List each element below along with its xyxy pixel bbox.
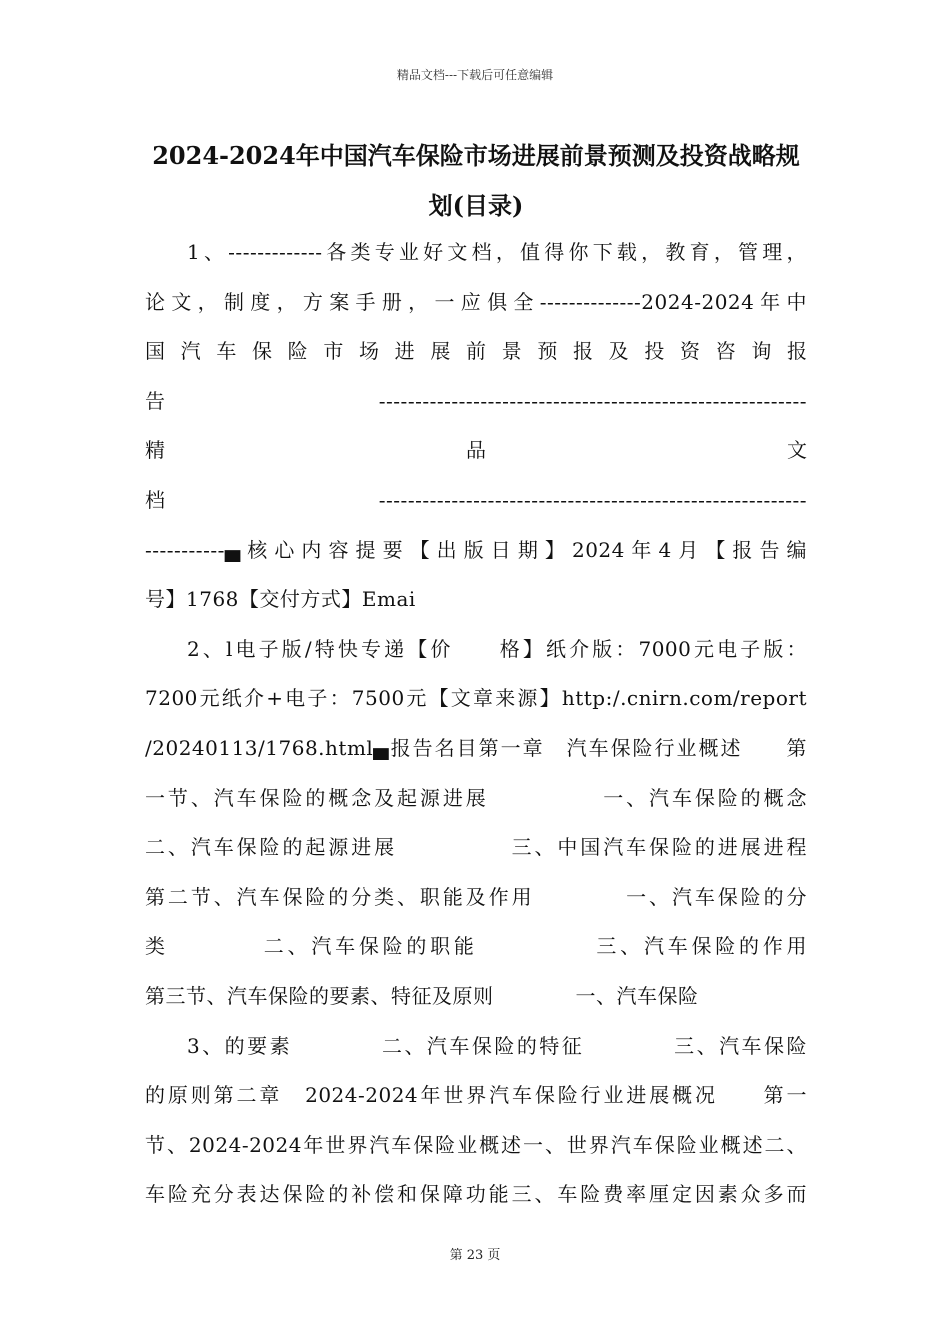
body-line: 二、汽车保险的起源进展 三、中国汽车保险的进展进程	[145, 835, 807, 860]
body-line: 第二节、汽车保险的分类、职能及作用 一、汽车保险的分	[145, 884, 807, 909]
body-line: 第三节、汽车保险的要素、特征及原则 一、汽车保险	[145, 983, 699, 1008]
body-line: 类 二、汽车保险的职能 三、汽车保险的作用	[145, 934, 807, 959]
body-line: 号】1768【交付方式】Emai	[145, 587, 416, 612]
document-body	[145, 228, 807, 1220]
body-line: 节、2024-2024年世界汽车保险业概述一、世界汽车保险业概述二、	[145, 1132, 807, 1157]
body-line: 档-----------------------------------------------------------	[145, 487, 807, 512]
body-line: -----------▄核心内容提要【出版日期】2024年4月【报告编	[145, 537, 807, 562]
body-line: 7200元纸介+电子：7500元【文章来源】http:/.cnirn.com/report	[145, 686, 807, 711]
body-line: 3、的要素 二、汽车保险的特征 三、汽车保险	[187, 1033, 807, 1058]
page-number: 第 23 页	[449, 1248, 501, 1263]
body-line: 精品文	[145, 438, 807, 463]
body-line: 告-----------------------------------------------------------	[145, 388, 807, 413]
title-line-2: 划(目录)	[428, 191, 524, 220]
body-line: 2、l电子版/特快专递【价 格】纸介版：7000元电子版：	[187, 636, 807, 661]
body-line: 论文，制度，方案手册，一应俱全--------------2024-2024年中	[145, 289, 807, 314]
title-line-1: 2024-2024年中国汽车保险市场进展前景预测及投资战略规	[152, 141, 800, 170]
body-line: /20240113/1768.html▄报告名目第一章 汽车保险行业概述 第	[145, 735, 807, 760]
document-title	[142, 131, 810, 231]
body-line: 一节、汽车保险的概念及起源进展 一、汽车保险的概念	[145, 785, 807, 810]
body-line: 国汽车保险市场进展前景预报及投资咨询报	[145, 339, 807, 364]
body-line: 的原则第二章 2024-2024年世界汽车保险行业进展概况 第一	[145, 1083, 807, 1108]
page-header: 精品文档---下载后可任意编辑	[396, 68, 554, 82]
body-line: 1、-------------各类专业好文档，值得你下载，教育，管理，	[187, 240, 807, 264]
body-line: 车险充分表达保险的补偿和保障功能三、车险费率厘定因素众多而	[145, 1182, 807, 1207]
